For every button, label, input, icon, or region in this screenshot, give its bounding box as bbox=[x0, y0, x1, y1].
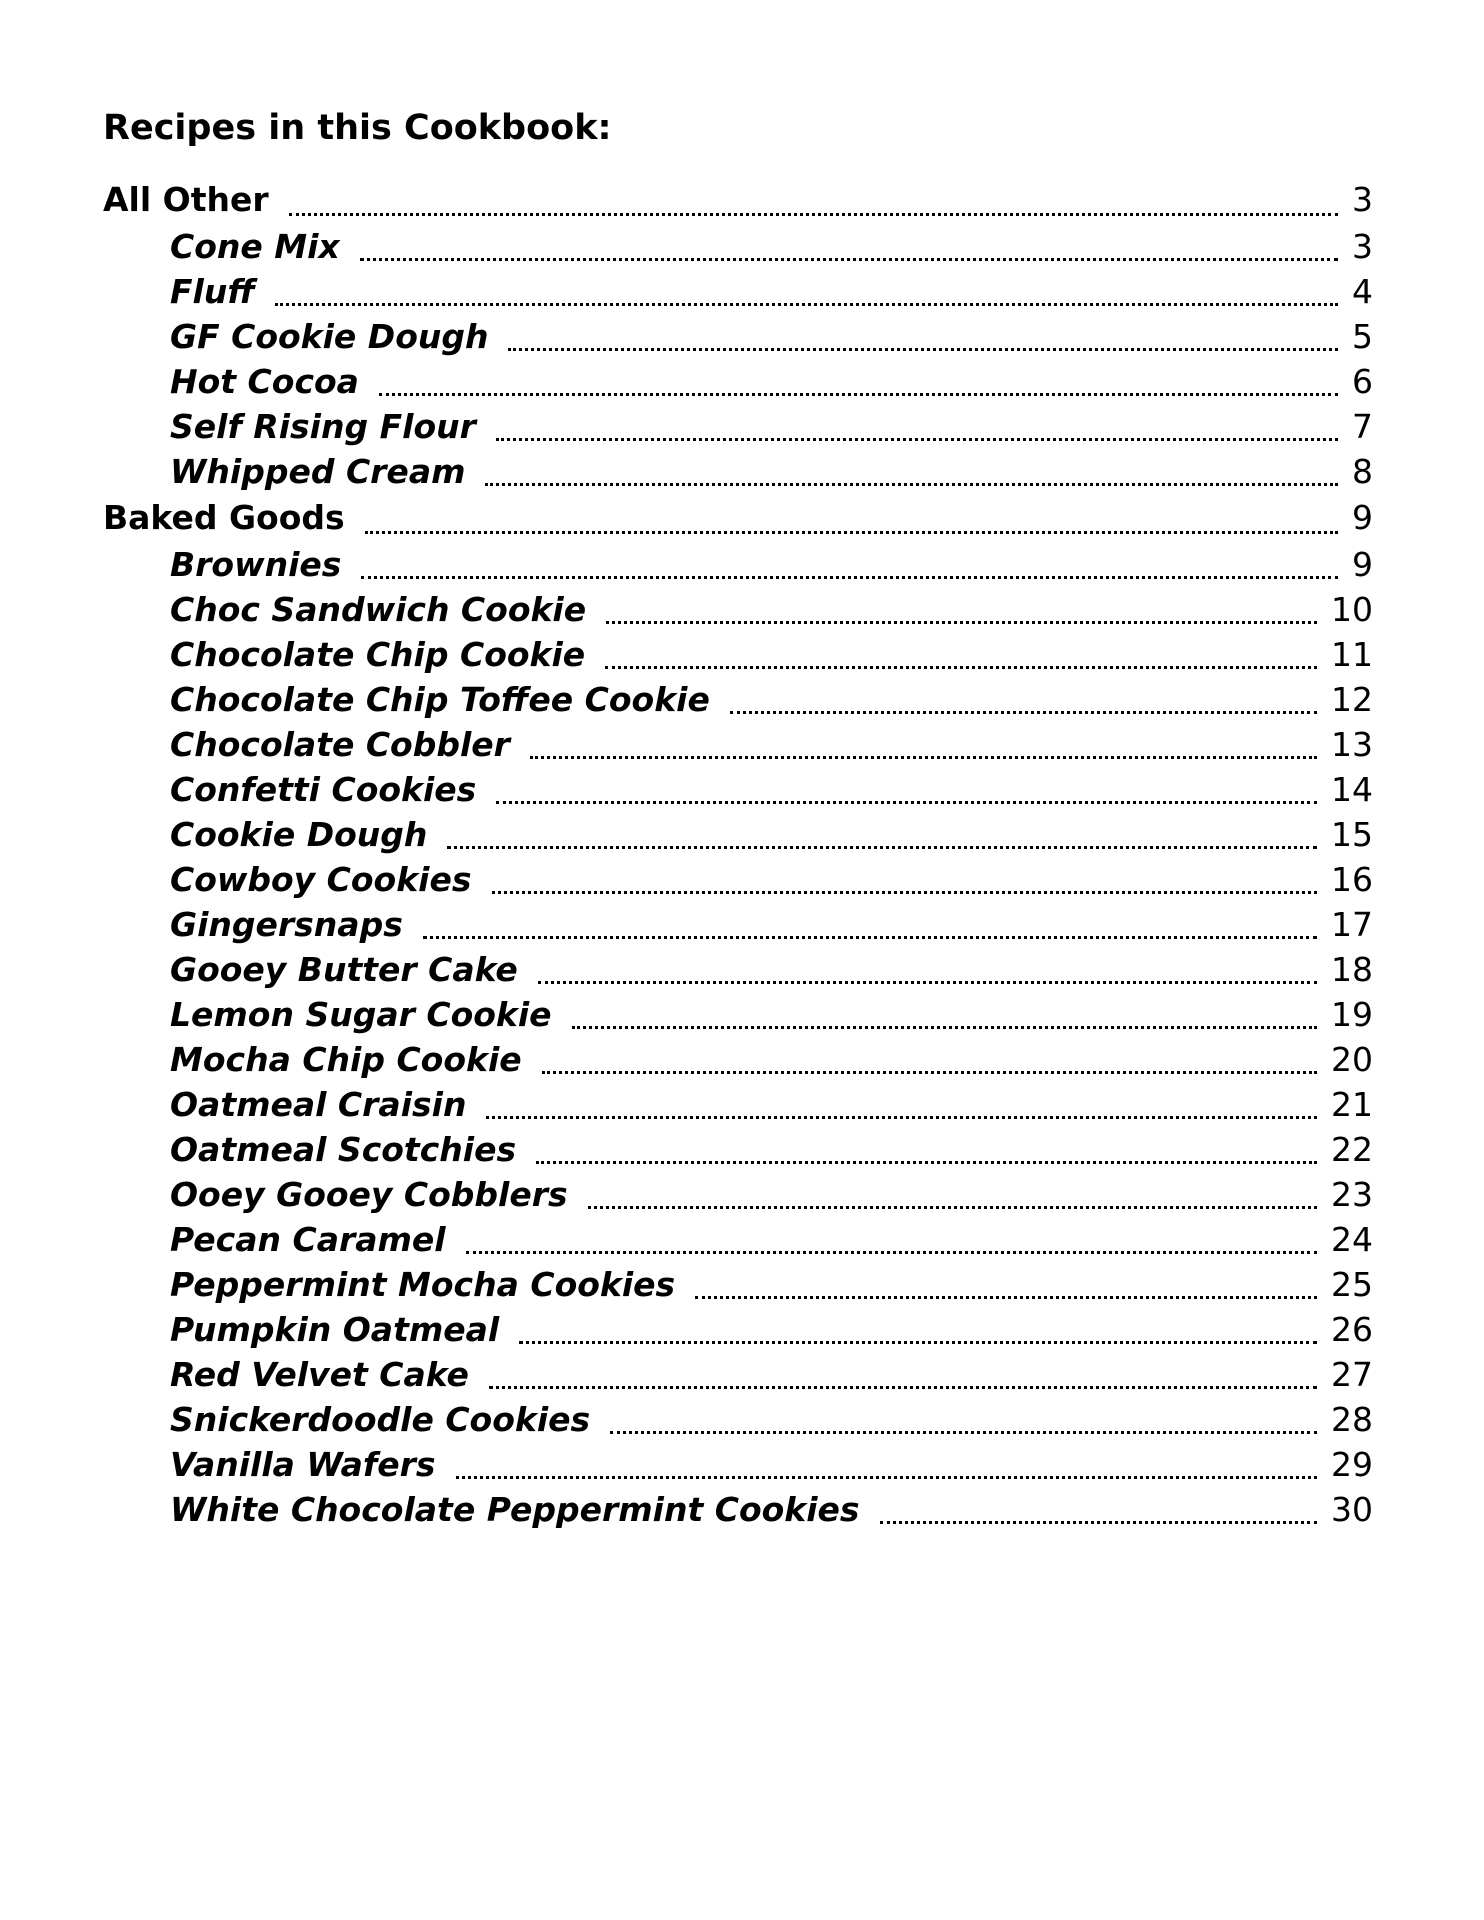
recipe-label: Confetti Cookies bbox=[170, 770, 477, 809]
page-number: 23 bbox=[1331, 1175, 1373, 1214]
page-number: 25 bbox=[1331, 1265, 1373, 1304]
page-number: 30 bbox=[1331, 1490, 1373, 1529]
dot-leader bbox=[492, 891, 1317, 894]
dot-leader bbox=[360, 258, 1338, 261]
page-number: 10 bbox=[1331, 590, 1373, 629]
recipe-entry[interactable] bbox=[103, 1397, 1373, 1442]
dot-leader bbox=[486, 1116, 1317, 1119]
recipe-entry[interactable] bbox=[103, 947, 1373, 992]
page-number: 24 bbox=[1331, 1220, 1373, 1259]
section-label: All Other bbox=[103, 180, 269, 219]
dot-leader bbox=[536, 1161, 1317, 1164]
page-number: 29 bbox=[1331, 1445, 1373, 1484]
recipe-label: Cone Mix bbox=[170, 227, 340, 266]
recipe-label: Chocolate Chip Toffee Cookie bbox=[170, 680, 710, 719]
recipe-entry[interactable] bbox=[103, 677, 1373, 722]
page-title: Recipes in this Cookbook: bbox=[103, 108, 612, 148]
dot-leader bbox=[489, 1386, 1317, 1389]
recipe-label: Cookie Dough bbox=[170, 815, 428, 854]
recipe-label: Mocha Chip Cookie bbox=[170, 1040, 522, 1079]
recipe-entry[interactable] bbox=[103, 857, 1373, 902]
page-number: 8 bbox=[1352, 452, 1373, 491]
recipe-entry[interactable] bbox=[103, 449, 1373, 494]
recipe-label: White Chocolate Peppermint Cookies bbox=[170, 1490, 860, 1529]
recipe-entry[interactable] bbox=[103, 1172, 1373, 1217]
recipe-label: Chocolate Chip Cookie bbox=[170, 635, 586, 674]
page-number: 6 bbox=[1352, 362, 1373, 401]
dot-leader bbox=[880, 1521, 1317, 1524]
recipe-label: Fluff bbox=[170, 272, 255, 311]
page-number: 26 bbox=[1331, 1310, 1373, 1349]
recipe-label: Oatmeal Scotchies bbox=[170, 1130, 517, 1169]
dot-leader bbox=[275, 303, 1338, 306]
recipe-entry[interactable] bbox=[103, 1442, 1373, 1487]
recipe-label: Choc Sandwich Cookie bbox=[170, 590, 587, 629]
table-of-contents bbox=[103, 176, 1373, 1532]
cookbook-index-page bbox=[103, 100, 1373, 1532]
recipe-label: Peppermint Mocha Cookies bbox=[170, 1265, 676, 1304]
recipe-entry[interactable] bbox=[103, 1262, 1373, 1307]
recipe-entry[interactable] bbox=[103, 632, 1373, 677]
dot-leader bbox=[466, 1251, 1317, 1254]
page-number: 20 bbox=[1331, 1040, 1373, 1079]
recipe-label: GF Cookie Dough bbox=[170, 317, 489, 356]
page-number: 22 bbox=[1331, 1130, 1373, 1169]
recipe-label: Whipped Cream bbox=[170, 452, 466, 491]
dot-leader bbox=[610, 1431, 1317, 1434]
page-number: 12 bbox=[1331, 680, 1373, 719]
recipe-entry[interactable] bbox=[103, 722, 1373, 767]
dot-leader bbox=[605, 666, 1317, 669]
recipe-entry[interactable] bbox=[103, 1217, 1373, 1262]
page-number: 17 bbox=[1331, 905, 1373, 944]
recipe-entry[interactable] bbox=[103, 314, 1373, 359]
recipe-entry[interactable] bbox=[103, 902, 1373, 947]
recipe-entry[interactable] bbox=[103, 404, 1373, 449]
recipe-label: Lemon Sugar Cookie bbox=[170, 995, 552, 1034]
recipe-entry[interactable] bbox=[103, 1127, 1373, 1172]
recipe-entry[interactable] bbox=[103, 1037, 1373, 1082]
page-number: 13 bbox=[1331, 725, 1373, 764]
page-number: 15 bbox=[1331, 815, 1373, 854]
page-number: 28 bbox=[1331, 1400, 1373, 1439]
dot-leader bbox=[289, 213, 1338, 216]
page-number: 27 bbox=[1331, 1355, 1373, 1394]
dot-leader bbox=[496, 801, 1317, 804]
page-number: 21 bbox=[1331, 1085, 1373, 1124]
page-number: 3 bbox=[1352, 227, 1373, 266]
recipe-label: Ooey Gooey Cobblers bbox=[170, 1175, 568, 1214]
recipe-label: Brownies bbox=[170, 545, 342, 584]
recipe-label: Pumpkin Oatmeal bbox=[170, 1310, 500, 1349]
page-number: 7 bbox=[1352, 407, 1373, 446]
recipe-label: Hot Cocoa bbox=[170, 362, 359, 401]
recipe-entry[interactable] bbox=[103, 1082, 1373, 1127]
section-label: Baked Goods bbox=[103, 498, 345, 537]
dot-leader bbox=[485, 483, 1338, 486]
recipe-entry[interactable] bbox=[103, 224, 1373, 269]
dot-leader bbox=[365, 531, 1338, 534]
section-heading-baked-goods[interactable] bbox=[103, 494, 1373, 542]
recipe-label: Snickerdoodle Cookies bbox=[170, 1400, 591, 1439]
recipe-entry[interactable] bbox=[103, 1352, 1373, 1397]
dot-leader bbox=[542, 1071, 1317, 1074]
recipe-label: Gooey Butter Cake bbox=[170, 950, 518, 989]
recipe-label: Self Rising Flour bbox=[170, 407, 476, 446]
page-number: 14 bbox=[1331, 770, 1373, 809]
dot-leader bbox=[447, 846, 1317, 849]
page-number: 9 bbox=[1352, 545, 1373, 584]
recipe-entry[interactable] bbox=[103, 1487, 1373, 1532]
recipe-entry[interactable] bbox=[103, 812, 1373, 857]
recipe-label: Oatmeal Craisin bbox=[170, 1085, 467, 1124]
recipe-label: Red Velvet Cake bbox=[170, 1355, 469, 1394]
recipe-entry[interactable] bbox=[103, 992, 1373, 1037]
section-heading-all-other[interactable] bbox=[103, 176, 1373, 224]
recipe-entry[interactable] bbox=[103, 542, 1373, 587]
dot-leader bbox=[606, 621, 1317, 624]
dot-leader bbox=[496, 438, 1338, 441]
dot-leader bbox=[730, 711, 1317, 714]
page-number: 18 bbox=[1331, 950, 1373, 989]
recipe-entry[interactable] bbox=[103, 269, 1373, 314]
page-number: 5 bbox=[1352, 317, 1373, 356]
recipe-label: Gingersnaps bbox=[170, 905, 403, 944]
recipe-entry[interactable] bbox=[103, 1307, 1373, 1352]
dot-leader bbox=[508, 348, 1338, 351]
recipe-entry[interactable] bbox=[103, 359, 1373, 404]
dot-leader bbox=[572, 1026, 1317, 1029]
recipe-label: Pecan Caramel bbox=[170, 1220, 446, 1259]
recipe-label: Cowboy Cookies bbox=[170, 860, 472, 899]
page-number: 19 bbox=[1331, 995, 1373, 1034]
dot-leader bbox=[695, 1296, 1317, 1299]
dot-leader bbox=[379, 393, 1338, 396]
recipe-label: Vanilla Wafers bbox=[170, 1445, 436, 1484]
page-number: 3 bbox=[1352, 180, 1373, 219]
dot-leader bbox=[588, 1206, 1317, 1209]
dot-leader bbox=[530, 756, 1317, 759]
dot-leader bbox=[519, 1341, 1317, 1344]
recipe-entry[interactable] bbox=[103, 587, 1373, 632]
page-number: 4 bbox=[1352, 272, 1373, 311]
recipe-entry[interactable] bbox=[103, 767, 1373, 812]
recipe-label: Chocolate Cobbler bbox=[170, 725, 510, 764]
page-number: 11 bbox=[1331, 635, 1373, 674]
page-number: 16 bbox=[1331, 860, 1373, 899]
toc-section-all-other bbox=[103, 176, 1373, 494]
dot-leader bbox=[538, 981, 1317, 984]
dot-leader bbox=[423, 936, 1317, 939]
page-number: 9 bbox=[1352, 498, 1373, 537]
dot-leader bbox=[456, 1476, 1317, 1479]
dot-leader bbox=[361, 576, 1338, 579]
toc-section-baked-goods bbox=[103, 494, 1373, 1532]
